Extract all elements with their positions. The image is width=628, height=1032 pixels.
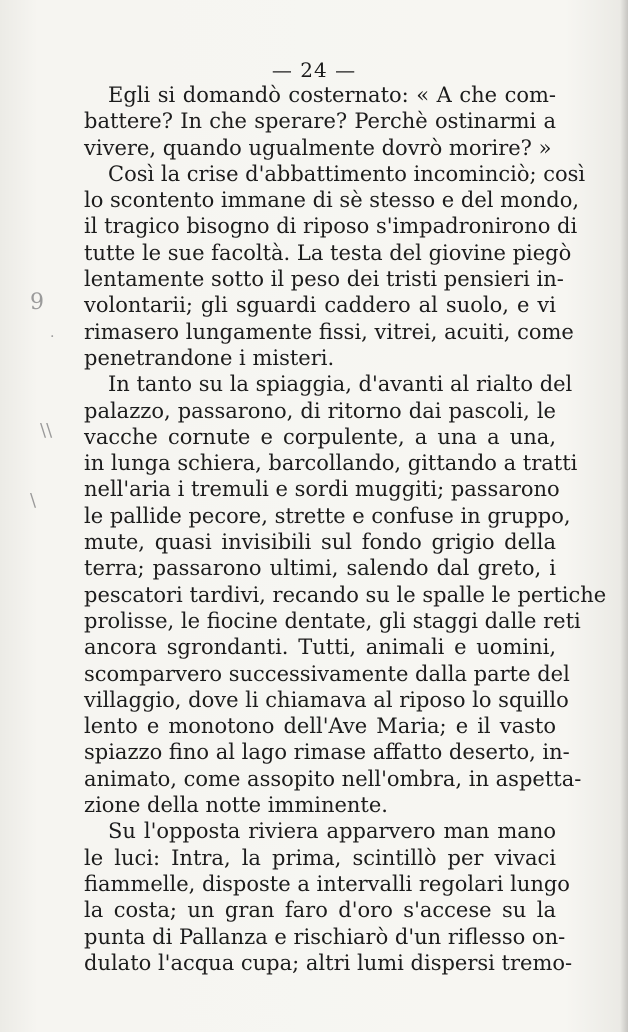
text-line: palazzo, passarono, di ritorno dai pascoli, le [84,398,556,423]
text-line: battere? In che sperare? Perchè ostinarmi a [84,109,556,134]
text-line: dulato l'acqua cupa; altri lumi dispersi tremo- [84,950,573,975]
text-line: pescatori tardivi, recando su le spalle le pertiche [84,582,607,607]
text-line: In tanto su la spiaggia, d'avanti al rialto del [108,372,573,397]
page-edge-shadow [620,0,628,1032]
text-line: le pallide pecore, strette e confuse in gruppo, [84,503,571,528]
text-line: scomparvero successivamente dalla parte del [84,661,570,686]
text-line: lo scontento immane di sè stesso e del mondo, [84,188,580,213]
page-number: — 24 — [271,58,357,82]
text-line: zione della notte imminente. [84,793,388,818]
text-line: la costa; un gran faro d'oro s'accese su la [84,898,556,923]
text-line: spiazzo fino al lago rimase affatto deserto, in- [84,740,570,765]
text-line: terra; passarono ultimi, salendo dal greto, i [84,556,556,581]
text-line: fiammelle, disposte a intervalli regolari lungo [84,871,570,896]
text-line: tutte le sue facoltà. La testa del giovine piegò [84,240,572,265]
margin-pencil-mark: . [50,325,55,341]
body-text [84,82,607,976]
text-line: in lunga schiera, barcollando, gittando a tratti [84,451,578,476]
text-line: animato, come assopito nell'ombra, in aspetta- [84,766,582,791]
text-line: il tragico bisogno di riposo s'impadronirono di [84,214,578,239]
text-line: volontarii; gli sguardi caddero al suolo, e vi [84,293,556,318]
margin-pencil-mark: 9 [30,290,44,315]
text-line: Egli si domandò costernato: « A che com- [108,83,556,107]
text-line: lento e monotono dell'Ave Maria; e il vasto [84,714,556,739]
text-line: Così la crise d'abbattimento incominciò; così [108,161,586,186]
text-line: vivere, quando ugualmente dovrò morire? » [84,135,552,160]
text-line: punta di Pallanza e rischiarò d'un riflesso on- [84,924,566,949]
text-line: villaggio, dove li chiamava al riposo lo squillo [84,687,569,712]
text-line: mute, quasi invisibili sul fondo grigio della [84,530,556,555]
margin-pencil-mark: \\ [40,420,53,441]
text-line: Su l'opposta riviera apparvero man mano [108,819,556,844]
text-line: nell'aria i tremuli e sordi muggiti; passarono [84,477,560,502]
text-line: prolisse, le fiocine dentate, gli staggi dalle reti [84,608,581,633]
text-line: le luci: Intra, la prima, scintillò per vivaci [84,845,556,870]
text-line: rimasero lungamente fissi, vitrei, acuiti, come [84,319,574,344]
text-line: penetrandone i misteri. [84,345,335,370]
text-line: ancora sgrondanti. Tutti, animali e uomini, [84,635,556,660]
text-line: vacche cornute e corpulente, a una a una, [84,424,556,449]
margin-pencil-mark: \ [30,490,37,511]
text-line: lentamente sotto il peso dei tristi pensieri in- [84,267,564,292]
